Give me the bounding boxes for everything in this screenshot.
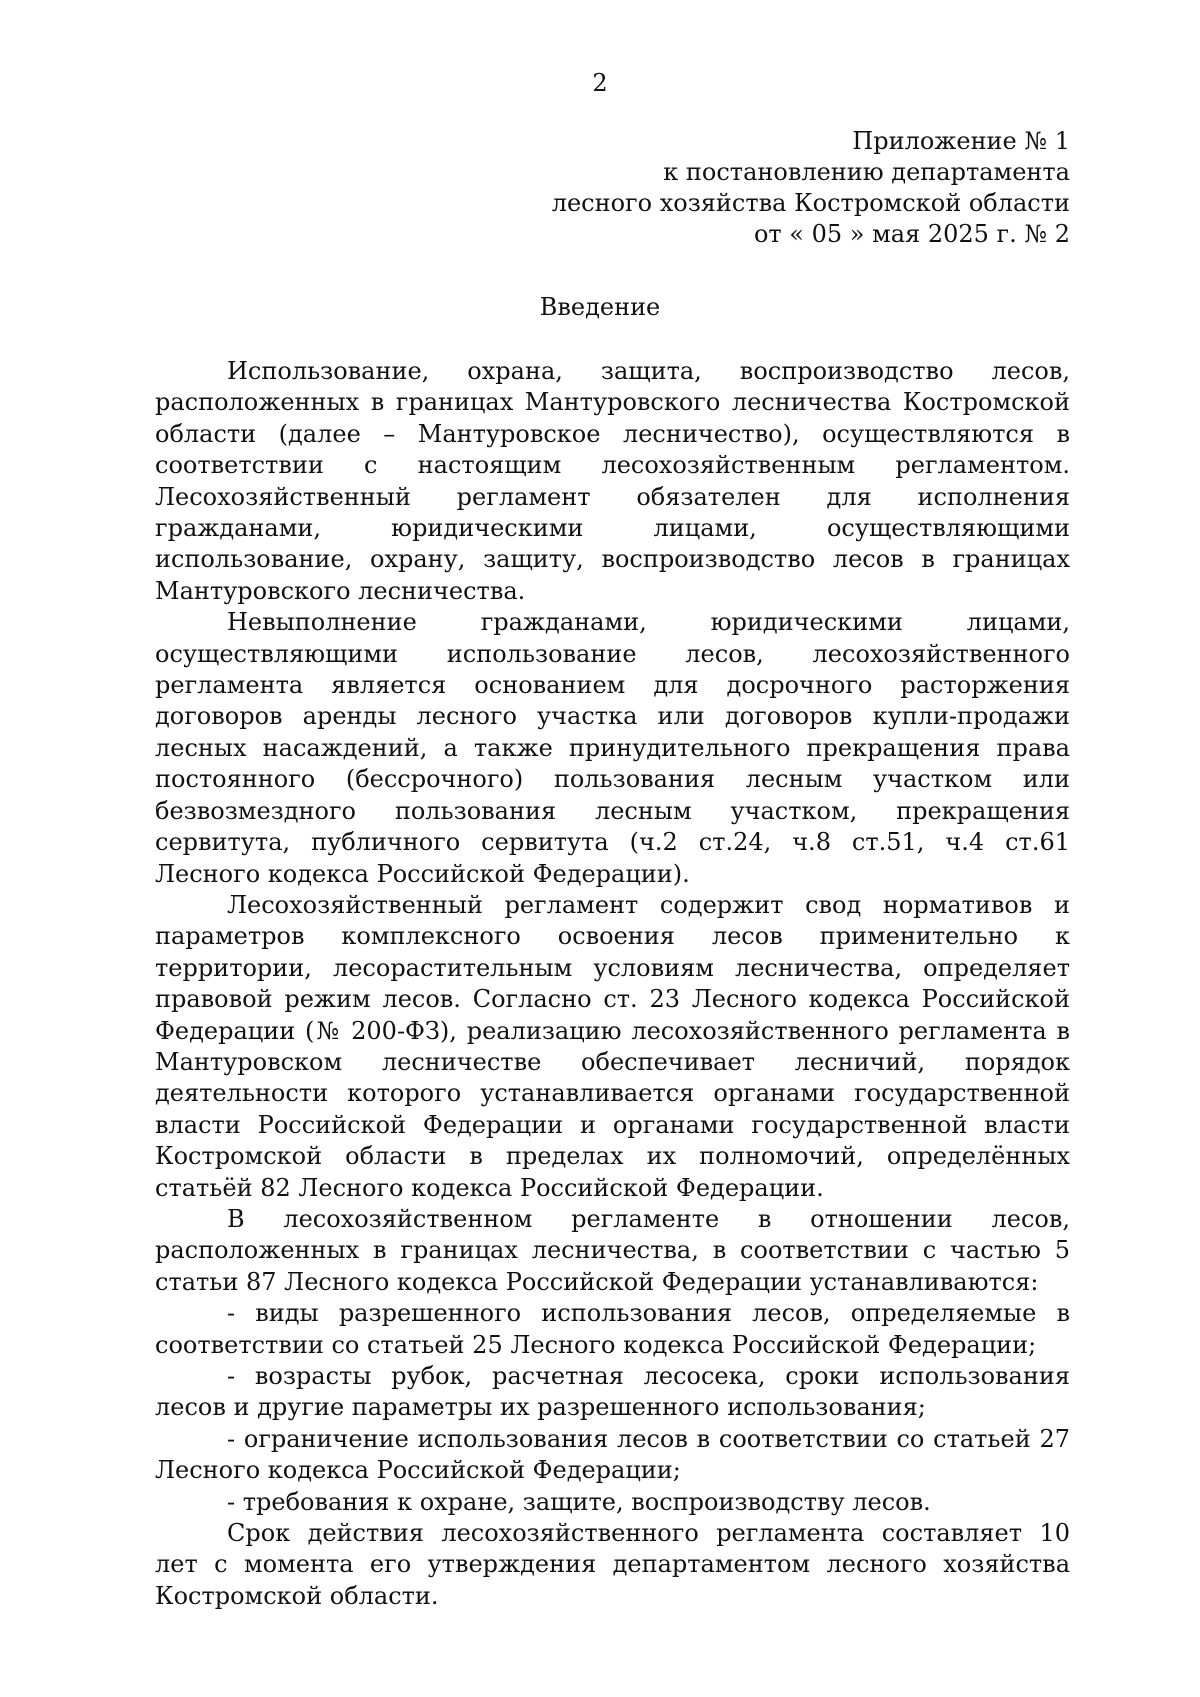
paragraph: Использование, охрана, защита, воспроизводство лесов, расположенных в границах Мантуровского лесничества Костромской области (далее – Мантуровское лесничество), осуществляются в соответствии с настоящим лесохозяйственным регламентом. Лесохозяйственный регламент обязателен для исполнения гражданами, юридическими лицами, осуществляющими использование, охрану, защиту, воспроизводство лесов в границах Мантуровского лесничества.	[155, 357, 1070, 605]
appendix-date: от « 05 » мая 2025 г. № 2	[753, 220, 1070, 248]
list-item: - ограничение использования лесов в соответствии со статьей 27 Лесного кодекса Российской Федерации;	[155, 1424, 1070, 1485]
appendix-line: к постановлению департамента	[663, 158, 1070, 186]
list-item: - требования к охране, защите, воспроизводству лесов.	[227, 1487, 931, 1516]
paragraph: Невыполнение гражданами, юридическими лицами, осуществляющими использование лесов, лесохозяйственного регламента является основанием для досрочного расторжения договоров аренды лесного участка или договоров купли-продажи лесных насаждений, а также принудительного прекращения права постоянного (бессрочного) пользования лесным участком или безвозмездного пользования лесным участком, прекращения сервитута, публичного сервитута (ч.2 ст.24, ч.8 ст.51, ч.4 ст.61 Лесного кодекса Российской Федерации).	[155, 608, 1070, 888]
list-item: - виды разрешенного использования лесов, определяемые в соответствии со статьей 25 Лесного кодекса Российской Федерации;	[155, 1299, 1070, 1359]
appendix-title: Приложение № 1	[852, 127, 1070, 155]
document-body	[155, 356, 1070, 1612]
page-number: 2	[592, 69, 608, 97]
paragraph: Срок действия лесохозяйственного регламента составляет 10 лет с момента его утверждения департаментом лесного хозяйства Костромской области.	[155, 1519, 1070, 1610]
paragraph: Лесохозяйственный регламент содержит свод нормативов и параметров комплексного освоения лесов применительно к территории, лесорастительным условиям лесничества, определяет правовой режим лесов. Согласно ст. 23 Лесного кодекса Российской Федерации (№ 200-ФЗ), реализацию лесохозяйственного регламента в Мантуровском лесничестве обеспечивает лесничий, порядок деятельности которого устанавливается органами государственной власти Российской Федерации и органами государственной власти Костромской области в пределах их полномочий, определённых статьёй 82 Лесного кодекса Российской Федерации.	[155, 890, 1070, 1202]
list-item: - возрасты рубок, расчетная лесосека, сроки использования лесов и другие параметры их разрешенного использования;	[155, 1362, 1070, 1422]
appendix-line: лесного хозяйства Костромской области	[551, 189, 1070, 217]
appendix-block	[552, 126, 1070, 250]
paragraph: В лесохозяйственном регламенте в отношении лесов, расположенных в границах лесничества, в соответствии с частью 5 статьи 87 Лесного кодекса Российской Федерации устанавливаются:	[155, 1204, 1070, 1296]
section-heading: Введение	[539, 293, 661, 321]
